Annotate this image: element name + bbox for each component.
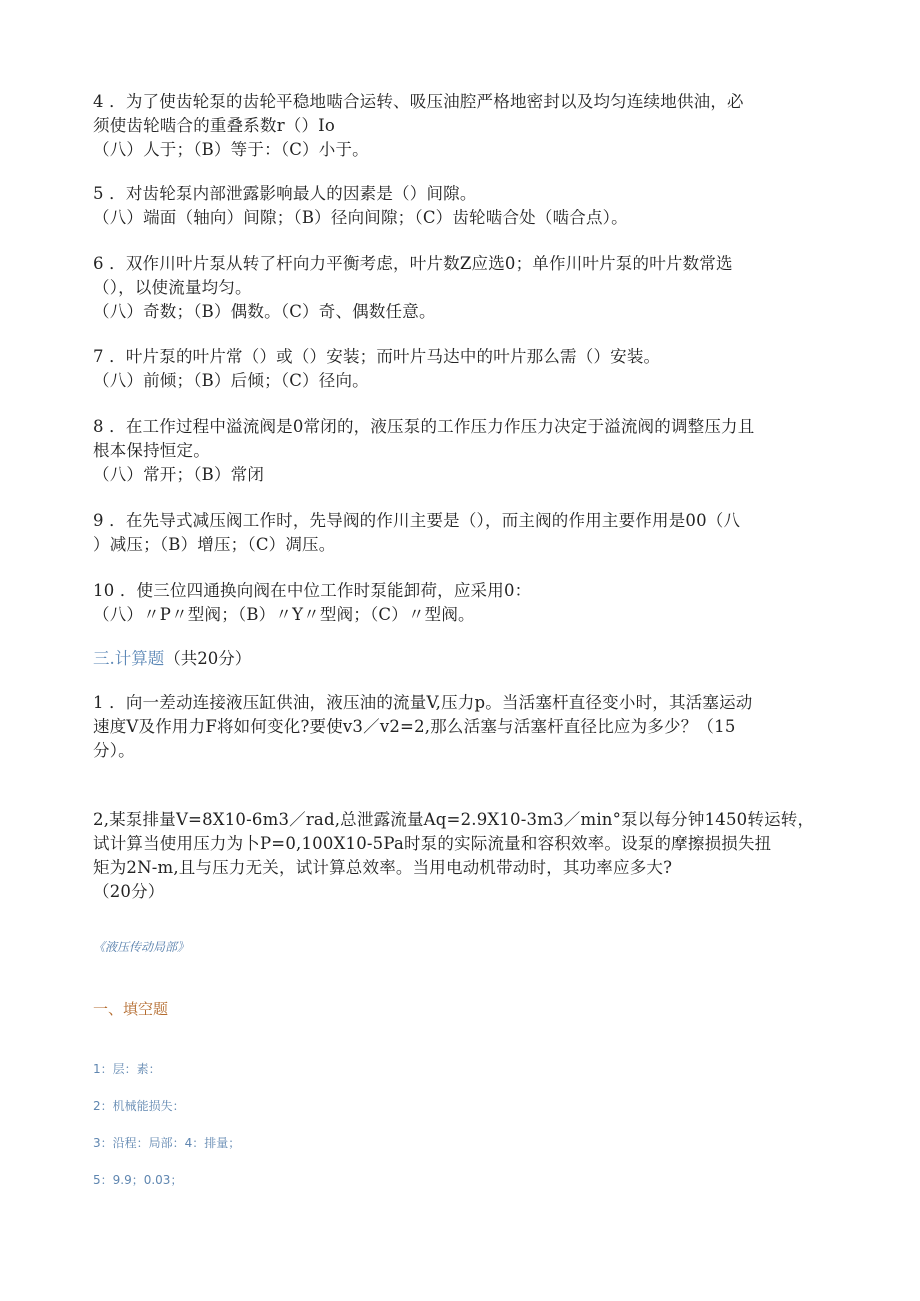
section-heading-calculation bbox=[93, 647, 251, 671]
source-note: 《液压传动局部》 bbox=[93, 940, 190, 954]
question-options: （八）奇数；（B）偶数。（C）奇、偶数任意。 bbox=[93, 302, 436, 321]
question-7 bbox=[93, 345, 833, 393]
question-8 bbox=[93, 415, 833, 487]
answer-line: 2：机械能损失： bbox=[93, 1099, 185, 1113]
answer-line: 1：层：素： bbox=[93, 1062, 161, 1076]
question-options: ）减压；（B）增压；（C）凋压。 bbox=[93, 535, 336, 554]
calc-question-2 bbox=[93, 808, 833, 904]
question-line: 分）。 bbox=[93, 741, 135, 760]
question-line: 矩为2N-m,且与压力无关，试计算总效率。当用电动机带动时，其功率应多大? bbox=[93, 858, 673, 877]
answers-heading: 一、填空题 bbox=[93, 1000, 169, 1018]
question-line: 10 ．使三位四通换向阀在中位工作时泵能卸荷，应采用0： bbox=[93, 581, 532, 600]
question-line: 4 ．为了使齿轮泵的齿轮平稳地啮合运转、吸压油腔严格地密封以及均匀连续地供油，必 bbox=[93, 92, 744, 111]
section-points: （共20分） bbox=[164, 649, 252, 668]
answer-line: 5：9.9；0.03； bbox=[93, 1173, 183, 1187]
question-line: 速度V及作用力F将如何变化?要使v3／v2=2,那么活塞与活塞杆直径比应为多少？（15 bbox=[93, 717, 736, 736]
question-options: （八）人于；（B）等于：（C）小于。 bbox=[93, 140, 369, 159]
question-line: （20分） bbox=[93, 882, 165, 901]
question-10 bbox=[93, 579, 833, 627]
answer-line: 3：沿程：局部：4：排量； bbox=[93, 1136, 241, 1150]
question-line: 根本保持恒定。 bbox=[93, 441, 210, 460]
question-line: 1 ．向一差动连接液压缸供油，液压油的流量V,压力p。当活塞杆直径变小时，其活塞运动 bbox=[93, 693, 753, 712]
question-6 bbox=[93, 252, 833, 324]
question-line: 8 ．在工作过程中溢流阀是0常闭的，液压泵的工作压力作压力决定于溢流阀的调整压力且 bbox=[93, 417, 755, 436]
calc-question-1 bbox=[93, 691, 833, 763]
question-options: （八）端面（轴向）间隙；（B）径向间隙；（C）齿轮啮合处（啮合点）。 bbox=[93, 208, 628, 227]
question-options: （八）〃P〃型阀；（B）〃Y〃型阀；（C）〃型阀。 bbox=[93, 605, 475, 624]
question-options: （八）常开；（B）常闭 bbox=[93, 465, 265, 484]
question-line: 6 ．双作川叶片泵从转了杆向力平衡考虑，叶片数Z应选0；单作川叶片泵的叶片数常选 bbox=[93, 254, 733, 273]
question-4 bbox=[93, 90, 833, 162]
question-line: （），以使流量均匀。 bbox=[93, 278, 252, 297]
question-line: 9 ．在先导式减压阀工作时，先导阀的作川主要是（），而主阀的作用主要作用是00（八 bbox=[93, 511, 741, 530]
question-5 bbox=[93, 182, 833, 230]
question-options: （八）前倾；（B）后倾；（C）径向。 bbox=[93, 371, 369, 390]
question-line: 5 ．对齿轮泵内部泄露影响最人的因素是（）间隙。 bbox=[93, 184, 477, 203]
section-number: 三. bbox=[93, 649, 115, 668]
question-line: 2,某泵排量V=8X10-6m3／rad,总泄露流量Aq=2.9X10-3m3／min°泵以每分钟1450转运转， bbox=[93, 810, 815, 829]
question-line: 7 ．叶片泵的叶片常（）或（）安装；而叶片马达中的叶片那么需（）安装。 bbox=[93, 347, 661, 366]
section-label: 计算题 bbox=[114, 649, 165, 668]
question-9 bbox=[93, 509, 833, 557]
question-line: 须使齿轮啮合的重叠系数r（）Io bbox=[93, 116, 336, 135]
question-line: 试计算当使用压力为卜P=0,100X10-5Pa时泵的实际流量和容积效率。设泵的摩擦损损失扭 bbox=[93, 834, 772, 853]
